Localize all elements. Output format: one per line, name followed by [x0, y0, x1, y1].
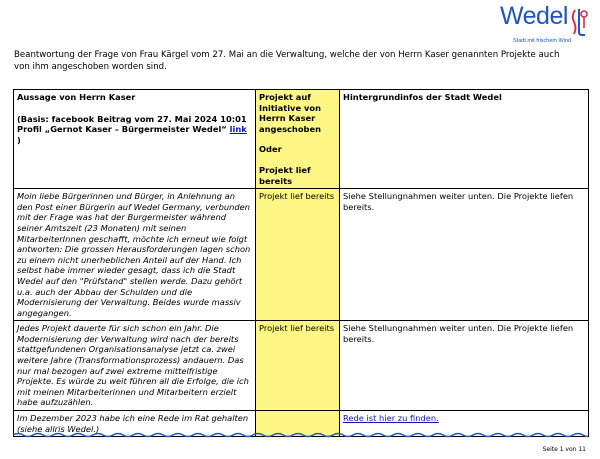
header-info-cell: Hintergrundinfos der Stadt Wedel — [340, 90, 589, 189]
header-statement-cell — [14, 90, 256, 189]
info-cell: Siehe Stellungnahmen weiter unten. Die Projekte liefen bereits. — [340, 189, 589, 321]
logo-figure-icon — [568, 6, 590, 36]
table-row — [14, 189, 589, 321]
wedel-logo — [500, 4, 595, 50]
header-status-or: Oder — [259, 144, 282, 155]
facebook-post-link[interactable]: link — [229, 124, 247, 135]
intro-text: Beantwortung der Frage von Frau Kärgel vom 27. Mai an die Verwaltung, welche der von Herrn Kaser genannten Projekte auch von ihm angeschoben worden sind. — [14, 50, 560, 72]
header-status-cell — [256, 90, 340, 189]
header-status-running: Projekt lief bereits — [259, 164, 311, 186]
logo-tagline: Stadt mit frischem Wind — [513, 38, 572, 44]
footer-wave-divider — [13, 432, 588, 438]
page-number: Seite 1 von 11 — [542, 446, 586, 453]
header-status-initiative: Projekt auf Initiative von Herrn Kaser angeschoben — [259, 92, 322, 134]
statement-cell: Im Dezember 2023 habe ich eine Rede im Rat gehalten (siehe allris Wedel.) — [14, 411, 256, 437]
table-row — [14, 321, 589, 411]
projects-table — [13, 89, 589, 437]
header-statement-title: Aussage von Herrn Kaser — [17, 92, 136, 102]
status-cell: Projekt lief bereits — [256, 321, 340, 411]
header-statement-basis: (Basis: facebook Beitrag vom 27. Mai 2024 10:01 Profil „Gernot Kaser – Bürgermeister Wedel“ link ) — [17, 113, 247, 145]
statement-cell: Moin liebe Bürgerinnen und Bürger, in Anlehnung an den Post einer Bürgerin auf Wedel Germany, verbunden mit der Frage was hat der Burgermeister während seiner Amtszeit (23 Monaten) mit seinen MitarbeiterInnen geschafft, möchte ich erneut wie folgt antworten: Die grossen Herausforderungen lagen schon zu einem nicht unerheblichen Anteil auf der Hand. Ich selbst habe immer wieder gesagt, dass ich die Stadt Wedel auf den "Prüfstand" stellen werde. Dazu gehört u.a. auch der Abbau der Schulden und die Modernisierung der Verwaltung. Beides wurde massiv angegangen. — [14, 189, 256, 321]
info-cell: Siehe Stellungnahmen weiter unten. Die Projekte liefen bereits. — [340, 321, 589, 411]
speech-link[interactable]: Rede ist hier zu finden. — [343, 413, 439, 424]
table-header-row — [14, 90, 589, 189]
logo-wordmark: Wedel — [500, 2, 568, 30]
statement-cell: Jedes Projekt dauerte für sich schon ein Jahr. Die Modernisierung der Verwaltung wird nach der bereits stattgefundenen Organisationsanalyse jetzt ca. zwei weitere Jahre (Transformationsprozess) andauern. Das nur mal bezogen auf zwei extreme mittelfristige Projekte. Es würde zu weit führen all die Erfolge, die ich mit meinen Mitarbeiterinnen und Mitarbeitern erzielt habe aufzuzählen. — [14, 321, 256, 411]
status-cell: Projekt lief bereits — [256, 189, 340, 321]
